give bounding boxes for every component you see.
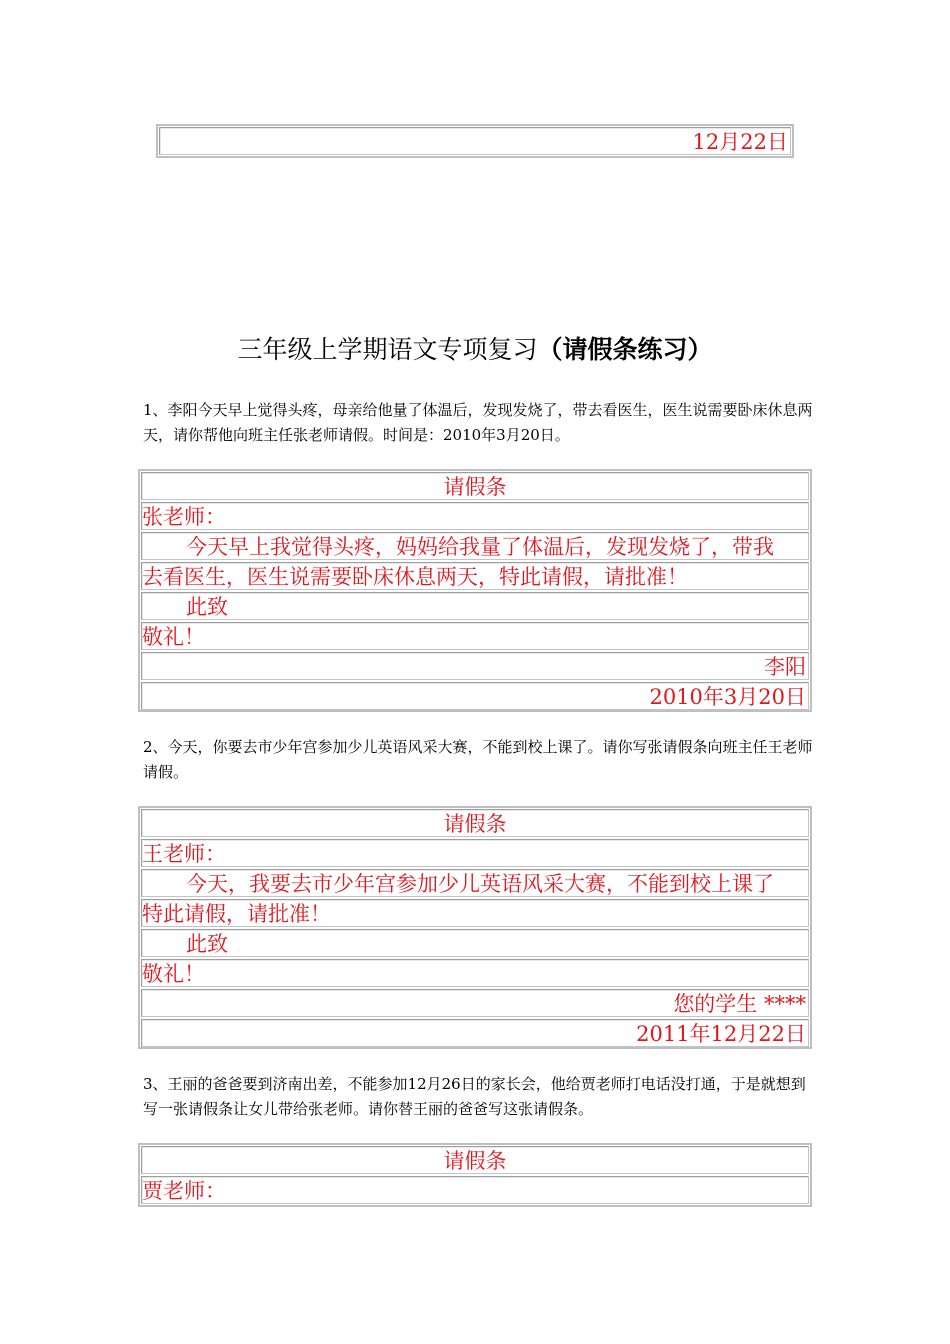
note-2-closing-2: 敬礼！	[142, 962, 205, 986]
note-2-body-line-2: 特此请假，请批准！	[142, 902, 331, 926]
note-1-date-row	[141, 682, 809, 710]
note-2-heading: 请假条	[443, 812, 507, 836]
note-2-signature-row	[141, 989, 809, 1017]
note-2-closing-1: 此致	[186, 932, 228, 956]
note-1-closing-1: 此致	[186, 595, 228, 619]
note-2-body-row-1	[141, 869, 809, 897]
note-1-salutation: 张老师：	[142, 505, 226, 529]
note-1-date: 2010年3月20日	[649, 685, 806, 709]
note-1-body-line-2: 去看医生，医生说需要卧床休息两天，特此请假，请批准！	[142, 565, 688, 589]
note-3-heading-row	[141, 1146, 809, 1174]
note-2-body-line-1: 今天，我要去市少年宫参加少儿英语风采大赛，不能到校上课了	[186, 872, 774, 896]
note-1-heading-row	[141, 472, 809, 500]
leave-note-1	[138, 469, 812, 712]
note-2-closing-row-2	[141, 959, 809, 987]
note-2-closing-row-1	[141, 929, 809, 957]
page-title-bold: （请假条练习）	[537, 335, 713, 364]
note-1-signature: 李阳	[764, 655, 806, 679]
leave-note-2	[138, 806, 812, 1049]
top-date: 12月22日	[692, 130, 788, 154]
note-2-date-row	[141, 1019, 809, 1047]
note-2-date: 2011年12月22日	[636, 1022, 806, 1046]
note-1-closing-2: 敬礼！	[142, 625, 205, 649]
note-2-salutation-row	[141, 839, 809, 867]
note-1-signature-row	[141, 652, 809, 680]
note-3-salutation-row	[141, 1176, 809, 1204]
page-title-main: 三年级上学期语文专项复习	[237, 335, 538, 364]
top-date-row	[159, 127, 791, 155]
question-3-text: 3、王丽的爸爸要到济南出差，不能参加12月26日的家长会，他给贾老师打电话没打通，于是就想到写一张请假条让女儿带给张老师。请你替王丽的爸爸写这张请假条。	[143, 1075, 806, 1118]
note-1-closing-row-2	[141, 622, 809, 650]
note-3-heading: 请假条	[443, 1149, 507, 1173]
note-1-salutation-row	[141, 502, 809, 530]
note-2-signature: 您的学生 ****	[673, 992, 806, 1016]
note-1-closing-row-1	[141, 592, 809, 620]
note-2-heading-row	[141, 809, 809, 837]
top-date-box	[156, 124, 794, 158]
note-1-heading: 请假条	[443, 475, 507, 499]
question-2-text: 2、今天，你要去市少年宫参加少儿英语风采大赛，不能到校上课了。请你写张请假条向班主任王老师请假。	[143, 738, 813, 781]
question-1-text: 1、李阳今天早上觉得头疼，母亲给他量了体温后，发现发烧了，带去看医生，医生说需要卧床休息两天，请你帮他向班主任张老师请假。时间是：2010年3月20日。	[143, 401, 813, 444]
leave-note-3	[138, 1143, 812, 1207]
note-3-salutation: 贾老师：	[142, 1179, 226, 1203]
note-1-body-row-1	[141, 532, 809, 560]
note-1-body-row-2	[141, 562, 809, 590]
page-title	[0, 334, 950, 366]
note-2-body-row-2	[141, 899, 809, 927]
note-1-body-line-1: 今天早上我觉得头疼，妈妈给我量了体温后，发现发烧了，带我	[186, 535, 774, 559]
note-2-salutation: 王老师：	[142, 842, 226, 866]
